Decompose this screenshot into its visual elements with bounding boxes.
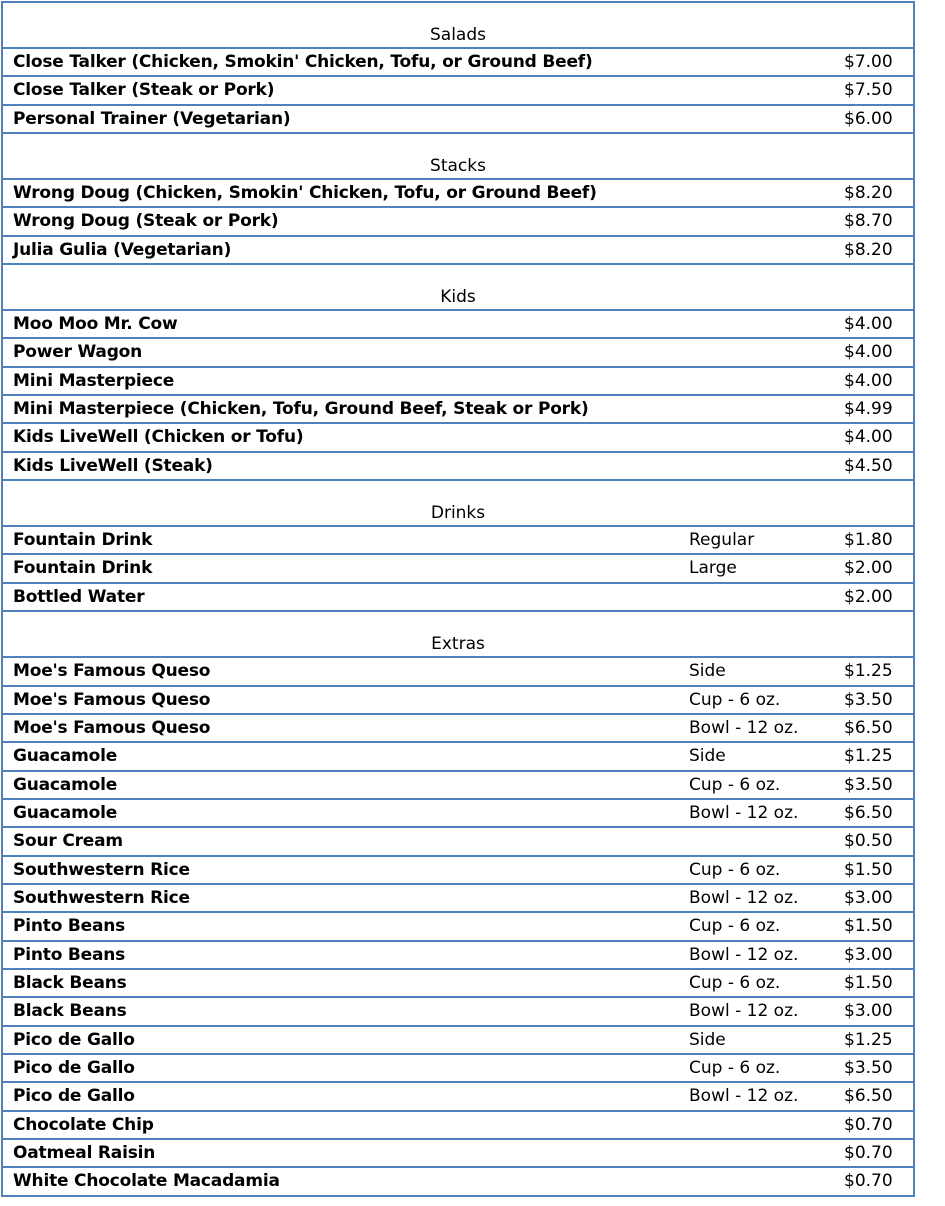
section-title: Extras (431, 634, 485, 655)
item-size: Bowl - 12 oz. (689, 887, 799, 908)
menu-item-row (3, 237, 913, 265)
item-price: $6.00 (844, 108, 893, 129)
item-name: Moe's Famous Queso (13, 717, 211, 738)
item-name: Close Talker (Steak or Pork) (13, 80, 275, 101)
menu-item-row (3, 1168, 913, 1196)
section-title: Kids (440, 287, 476, 308)
item-size: Bowl - 12 oz. (689, 1001, 799, 1022)
item-size: Cup - 6 oz. (689, 916, 781, 937)
item-price: $6.50 (844, 1086, 893, 1107)
item-size: Cup - 6 oz. (689, 972, 781, 993)
item-name: Guacamole (13, 802, 118, 823)
item-size: Cup - 6 oz. (689, 689, 781, 710)
item-size: Large (689, 558, 737, 579)
item-price: $1.25 (844, 746, 893, 767)
item-name: Pico de Gallo (13, 1057, 135, 1078)
item-price: $4.00 (844, 370, 893, 391)
item-size: Bowl - 12 oz. (689, 1086, 799, 1107)
menu-item-row (3, 687, 913, 715)
item-price: $3.00 (844, 887, 893, 908)
item-name: Black Beans (13, 972, 127, 993)
item-price: $6.50 (844, 717, 893, 738)
item-size: Bowl - 12 oz. (689, 802, 799, 823)
item-price: $4.00 (844, 427, 893, 448)
item-price: $4.00 (844, 342, 893, 363)
menu-item-row (3, 658, 913, 686)
item-size: Side (689, 1029, 726, 1050)
item-price: $3.00 (844, 944, 893, 965)
item-price: $0.70 (844, 1143, 893, 1163)
menu-item-row (3, 743, 913, 771)
item-price: $3.00 (844, 1001, 893, 1022)
section-title: Salads (430, 25, 486, 45)
item-name: Chocolate Chip (13, 1114, 154, 1135)
item-name: Fountain Drink (13, 558, 153, 579)
menu-item-row (3, 106, 913, 134)
menu-item-row (3, 208, 913, 236)
item-name: Pinto Beans (13, 944, 126, 965)
item-name: Mini Masterpiece (13, 370, 175, 391)
item-size: Side (689, 661, 726, 682)
item-price: $4.00 (844, 314, 893, 335)
item-price: $2.00 (844, 586, 893, 607)
menu-table (1, 1, 915, 1197)
item-name: Kids LiveWell (Steak) (13, 455, 213, 476)
menu-item-row (3, 424, 913, 452)
item-name: Guacamole (13, 746, 118, 767)
item-price: $0.70 (844, 1114, 893, 1135)
item-size: Bowl - 12 oz. (689, 717, 799, 738)
item-name: Close Talker (Chicken, Smokin' Chicken, Tofu, or Ground Beef) (13, 52, 593, 72)
item-price: $1.50 (844, 916, 893, 937)
menu-item-row (3, 857, 913, 885)
menu-item-row (3, 913, 913, 941)
item-size: Side (689, 746, 726, 767)
item-name: Bottled Water (13, 586, 145, 607)
item-name: Moe's Famous Queso (13, 661, 211, 682)
item-name: Wrong Doug (Chicken, Smokin' Chicken, Tofu, or Ground Beef) (13, 183, 597, 204)
menu-item-row (3, 527, 913, 555)
menu-item-row (3, 1112, 913, 1140)
item-price: $8.20 (844, 239, 893, 260)
item-name: Guacamole (13, 774, 118, 795)
item-name: Sour Cream (13, 831, 123, 852)
section-header-drinks (3, 481, 913, 527)
menu-item-row (3, 772, 913, 800)
item-name: Pico de Gallo (13, 1086, 135, 1107)
menu-item-row (3, 1027, 913, 1055)
menu-item-row (3, 77, 913, 105)
item-name: Personal Trainer (Vegetarian) (13, 108, 291, 129)
item-name: Southwestern Rice (13, 887, 190, 908)
section-header-salads (3, 3, 913, 49)
item-price: $3.50 (844, 689, 893, 710)
section-title: Drinks (430, 503, 486, 524)
menu-item-row (3, 970, 913, 998)
menu-item-row (3, 311, 913, 339)
menu-item-row (3, 555, 913, 583)
menu-item-row (3, 453, 913, 481)
menu-item-row (3, 998, 913, 1026)
item-size: Cup - 6 oz. (689, 1057, 781, 1078)
section-header-kids (3, 265, 913, 311)
menu-item-row (3, 584, 913, 612)
item-name: Power Wagon (13, 342, 143, 363)
menu-item-row (3, 885, 913, 913)
item-name: Black Beans (13, 1001, 127, 1022)
section-title: Stacks (430, 156, 486, 177)
item-size: Regular (689, 530, 755, 551)
item-name: Kids LiveWell (Chicken or Tofu) (13, 427, 304, 448)
item-price: $1.80 (844, 530, 893, 551)
item-size: Cup - 6 oz. (689, 859, 781, 880)
item-name: Moo Moo Mr. Cow (13, 314, 178, 335)
item-name: Mini Masterpiece (Chicken, Tofu, Ground Beef, Steak or Pork) (13, 399, 589, 420)
item-size: Cup - 6 oz. (689, 774, 781, 795)
item-price: $0.50 (844, 831, 893, 852)
item-name: Oatmeal Raisin (13, 1143, 156, 1163)
item-price: $4.99 (844, 399, 893, 420)
menu-item-row (3, 828, 913, 856)
item-price: $3.50 (844, 1057, 893, 1078)
item-name: Pico de Gallo (13, 1029, 135, 1050)
menu-item-row (3, 339, 913, 367)
item-name: Julia Gulia (Vegetarian) (13, 239, 232, 260)
item-name: Pinto Beans (13, 916, 126, 937)
section-header-extras (3, 612, 913, 658)
item-price: $8.70 (844, 211, 893, 232)
item-price: $1.50 (844, 972, 893, 993)
item-name: Southwestern Rice (13, 859, 190, 880)
item-price: $1.25 (844, 661, 893, 682)
menu-item-row (3, 396, 913, 424)
menu-item-row (3, 715, 913, 743)
item-price: $4.50 (844, 455, 893, 476)
item-price: $3.50 (844, 774, 893, 795)
item-price: $0.70 (844, 1171, 893, 1192)
item-price: $1.25 (844, 1029, 893, 1050)
menu-item-row (3, 180, 913, 208)
menu-item-row (3, 368, 913, 396)
item-price: $7.00 (844, 52, 893, 72)
item-price: $8.20 (844, 183, 893, 204)
menu-item-row (3, 1055, 913, 1083)
item-price: $6.50 (844, 802, 893, 823)
item-price: $1.50 (844, 859, 893, 880)
item-size: Bowl - 12 oz. (689, 944, 799, 965)
menu-item-row (3, 800, 913, 828)
item-name: Moe's Famous Queso (13, 689, 211, 710)
item-name: White Chocolate Macadamia (13, 1171, 280, 1192)
item-price: $7.50 (844, 80, 893, 101)
item-name: Fountain Drink (13, 530, 153, 551)
menu-item-row (3, 49, 913, 77)
menu-item-row (3, 942, 913, 970)
item-price: $2.00 (844, 558, 893, 579)
menu-item-row (3, 1140, 913, 1168)
section-header-stacks (3, 134, 913, 180)
item-name: Wrong Doug (Steak or Pork) (13, 211, 279, 232)
menu-item-row (3, 1083, 913, 1111)
